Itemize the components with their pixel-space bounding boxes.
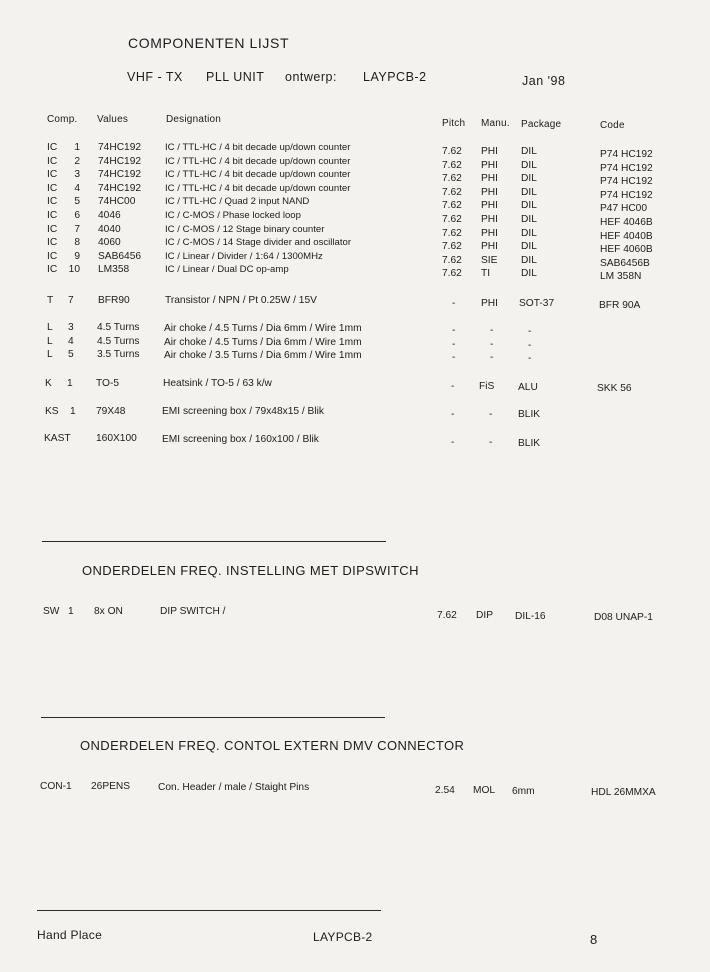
table-row-num: 7 [74, 223, 80, 235]
table-row-value: 3.5 Turns [97, 349, 140, 361]
table-row-num: 1 [68, 606, 74, 617]
document-date: Jan '98 [522, 74, 566, 88]
table-row-code: P47 HC00 [600, 203, 648, 215]
table-row-pitch: - [451, 409, 455, 420]
page-number: 8 [590, 932, 598, 947]
header-package: Package [521, 119, 562, 130]
header-values: Values [97, 114, 129, 125]
table-row-manu: - [490, 325, 494, 336]
table-row-type: IC [47, 182, 58, 194]
table-row-type: KAST [44, 433, 71, 444]
table-row-code: P74 HC192 [600, 189, 653, 201]
table-row-num: 1 [74, 142, 80, 153]
table-row-designation: IC / C-MOS / Phase locked loop [165, 209, 301, 221]
header-manu: Manu. [481, 118, 510, 129]
table-row-pitch: 7.62 [442, 173, 462, 185]
table-row-value: TO-5 [96, 378, 120, 389]
table-row-value: 4.5 Turns [97, 322, 140, 333]
table-row-package: DIL [521, 146, 537, 157]
section-title-dipswitch: ONDERDELEN FREQ. INSTELLING MET DIPSWITCH [82, 563, 419, 578]
table-row-value: 74HC192 [98, 169, 142, 181]
table-row-package: DIL [521, 254, 537, 266]
table-row-num: 5 [74, 196, 80, 208]
table-row-package: BLIK [518, 409, 541, 420]
table-row-manu: - [490, 352, 494, 364]
table-row-designation: IC / Linear / Divider / 1:64 / 1300MHz [165, 250, 323, 262]
table-row-manu: - [489, 437, 493, 448]
table-row-package: BLIK [518, 438, 541, 449]
table-row-pitch: 7.62 [437, 610, 457, 621]
table-row-value: 74HC192 [98, 142, 142, 153]
table-row-manu: DIP [476, 610, 493, 621]
table-row-num: 7 [68, 295, 74, 306]
table-row-type: L [47, 349, 53, 361]
table-row-manu: FiS [479, 381, 495, 392]
table-row-code: LM 358N [600, 271, 642, 283]
table-row-type: IC [47, 209, 58, 221]
table-row-code: P74 HC192 [600, 176, 653, 188]
table-row-package: SOT-37 [519, 298, 555, 309]
table-row-code: SAB6456B [600, 257, 650, 269]
table-row-type: SW [43, 606, 60, 617]
table-row-num: 10 [68, 264, 80, 276]
table-row-type: IC [47, 142, 58, 153]
document-title: COMPONENTEN LIJST [128, 35, 290, 51]
table-row-type: K [45, 378, 52, 389]
table-row-value: SAB6456 [98, 250, 142, 262]
table-row-package: ALU [518, 382, 538, 393]
table-row-type: IC [47, 237, 58, 249]
table-row-value: 160X100 [96, 433, 137, 444]
ic-code-column [600, 148, 653, 284]
table-row-value: 4060 [98, 237, 121, 249]
table-row-type: IC [47, 223, 58, 235]
table-row-designation: Air choke / 3.5 Turns / Dia 6mm / Wire 1mm [164, 350, 362, 362]
footer-hand-place: Hand Place [37, 928, 103, 942]
table-row-pitch: - [451, 437, 455, 448]
table-row-package: DIL [521, 241, 537, 253]
table-row-package: DIL [521, 200, 537, 212]
table-row-manu: PHI [481, 298, 498, 309]
table-row-manu: PHI [481, 173, 498, 185]
l-type-column [47, 321, 53, 362]
table-row-pitch: - [452, 325, 456, 336]
table-row-manu: PHI [481, 227, 498, 239]
table-row-value: 79X48 [96, 406, 126, 417]
table-row-value: 8x ON [94, 606, 123, 617]
table-row-designation: IC / TTL-HC / 4 bit decade up/down counter [165, 155, 351, 167]
ic-pitch-column [442, 145, 462, 281]
table-row-package: DIL [521, 227, 537, 239]
table-row-designation: IC / TTL-HC / 4 bit decade up/down counter [165, 142, 351, 153]
l-value-column [97, 321, 139, 362]
table-row-type: L [47, 335, 53, 347]
table-row-code: P74 HC192 [600, 149, 653, 160]
table-row-type: T [47, 295, 54, 306]
table-row-value: 4040 [98, 223, 121, 235]
table-row-pitch: 2.54 [435, 785, 455, 796]
table-row-value: 74HC00 [98, 196, 136, 208]
table-row-code: SKK 56 [597, 383, 632, 394]
table-row-designation: EMI screening box / 160x100 / Blik [162, 434, 319, 445]
table-row-manu: PHI [481, 146, 498, 157]
table-row-value: 4046 [98, 209, 121, 221]
table-row-package: DIL [521, 213, 537, 225]
table-row-num: 3 [68, 322, 74, 333]
table-row-manu: PHI [481, 213, 498, 225]
table-row-code: HEF 4040B [600, 230, 653, 242]
l-package-column [528, 325, 531, 366]
unit-name: PLL UNIT [206, 70, 265, 84]
header-comp: Comp. [47, 114, 78, 125]
table-row-pitch: - [452, 338, 456, 350]
table-row-pitch: 7.62 [442, 241, 462, 253]
table-row-type: KS [45, 406, 59, 417]
table-row-value: BFR90 [98, 295, 130, 306]
section-divider [41, 717, 385, 718]
table-row-pitch: 7.62 [442, 146, 462, 157]
table-row-num: 2 [74, 155, 80, 167]
ontwerp-label: ontwerp: [285, 70, 337, 84]
table-row-package: - [528, 353, 532, 365]
table-row-pitch: - [452, 352, 456, 364]
table-row-code: HDL 26MMXA [591, 787, 656, 798]
table-row-designation: IC / C-MOS / 14 Stage divider and oscillator [165, 237, 352, 249]
table-row-manu: PHI [481, 241, 498, 253]
table-row-type: IC [47, 264, 58, 276]
table-row-package: DIL [521, 159, 537, 171]
footer-pcb-name: LAYPCB-2 [313, 930, 373, 944]
table-row-package: DIL-16 [515, 611, 546, 622]
table-row-value: 74HC192 [98, 182, 142, 194]
table-row-designation: IC / Linear / Dual DC op-amp [165, 264, 289, 276]
table-row-designation: IC / TTL-HC / Quad 2 input NAND [165, 196, 310, 208]
header-designation: Designation [166, 114, 222, 125]
footer-divider [37, 910, 381, 911]
table-row-type: IC [47, 169, 58, 181]
section-title-connector: ONDERDELEN FREQ. CONTOL EXTERN DMV CONNECTOR [80, 738, 465, 753]
table-row-value: 74HC192 [98, 155, 142, 167]
table-row-code: D08 UNAP-1 [594, 612, 653, 623]
table-row-type: CON-1 [40, 781, 72, 792]
table-row-designation: Transistor / NPN / Pt 0.25W / 15V [165, 295, 317, 306]
table-row-package: DIL [521, 186, 537, 198]
table-row-code: P74 HC192 [600, 162, 653, 174]
table-row-pitch: 7.62 [442, 159, 462, 171]
ic-package-column [521, 145, 537, 281]
table-row-manu: - [490, 338, 494, 350]
table-row-pitch: 7.62 [442, 268, 462, 280]
table-row-num: 5 [68, 349, 74, 361]
table-row-value: 26PENS [91, 781, 131, 792]
table-row-pitch: - [451, 381, 455, 392]
table-row-package: 6mm [512, 786, 535, 797]
table-row-num: 6 [74, 209, 80, 221]
table-row-pitch: 7.62 [442, 254, 462, 266]
table-row-num: 9 [74, 250, 80, 262]
ic-value-column [98, 141, 141, 277]
section-divider [42, 541, 386, 542]
table-row-designation: IC / TTL-HC / 4 bit decade up/down counter [165, 182, 351, 194]
table-row-num: 4 [68, 335, 74, 347]
table-row-num: 1 [70, 406, 76, 417]
table-row-package: DIL [521, 173, 537, 185]
table-row-code: HEF 4046B [600, 216, 653, 228]
table-row-code: HEF 4060B [600, 244, 653, 256]
table-row-manu: MOL [473, 785, 496, 796]
pcb-name: LAYPCB-2 [363, 70, 427, 84]
table-row-value: LM358 [98, 264, 130, 276]
table-row-num: 8 [74, 237, 80, 249]
table-row-num: 4 [74, 182, 80, 194]
l-designation-column [164, 322, 362, 363]
table-row-package: - [528, 326, 532, 337]
table-row-designation: Air choke / 4.5 Turns / Dia 6mm / Wire 1mm [164, 336, 362, 348]
table-row-manu: SIE [481, 254, 498, 266]
table-row-package: DIL [521, 268, 537, 280]
project-name: VHF - TX [127, 70, 183, 84]
table-row-designation: Con. Header / male / Staight Pins [158, 782, 310, 793]
table-row-manu: - [489, 409, 493, 420]
table-row-pitch: 7.62 [442, 227, 462, 239]
table-row-package: - [528, 339, 532, 351]
l-pitch-column [452, 324, 455, 365]
ic-type-column [47, 141, 57, 277]
table-row-designation: DIP SWITCH / [160, 606, 226, 617]
table-row-pitch: 7.62 [442, 186, 462, 198]
table-row-type: IC [47, 250, 58, 262]
table-row-code: BFR 90A [599, 300, 641, 311]
table-row-designation: IC / C-MOS / 12 Stage binary counter [165, 223, 325, 235]
ic-manu-column [481, 145, 498, 281]
l-num-column [68, 321, 74, 362]
ic-designation-column [165, 141, 351, 277]
table-row-designation: Heatsink / TO-5 / 63 k/w [163, 378, 272, 389]
table-row-type: L [47, 322, 53, 333]
table-row-pitch: 7.62 [442, 200, 462, 212]
table-row-num: 3 [74, 169, 80, 181]
table-row-manu: PHI [481, 186, 498, 198]
table-row-designation: EMI screening box / 79x48x15 / Blik [162, 406, 324, 417]
table-row-pitch: - [452, 298, 456, 309]
table-row-manu: PHI [481, 200, 498, 212]
table-row-manu: TI [481, 268, 491, 280]
table-row-designation: IC / TTL-HC / 4 bit decade up/down counter [165, 169, 351, 181]
header-pitch: Pitch [442, 118, 466, 129]
table-row-type: IC [47, 155, 58, 167]
table-row-designation: Air choke / 4.5 Turns / Dia 6mm / Wire 1mm [164, 323, 362, 334]
table-row-type: IC [47, 196, 58, 208]
header-code: Code [600, 120, 625, 131]
table-row-pitch: 7.62 [442, 213, 462, 225]
table-row-value: 4.5 Turns [97, 335, 140, 347]
table-row-manu: PHI [481, 159, 498, 171]
table-row-num: 1 [67, 378, 73, 389]
l-manu-column [490, 324, 493, 365]
ic-num-column [68, 141, 80, 277]
